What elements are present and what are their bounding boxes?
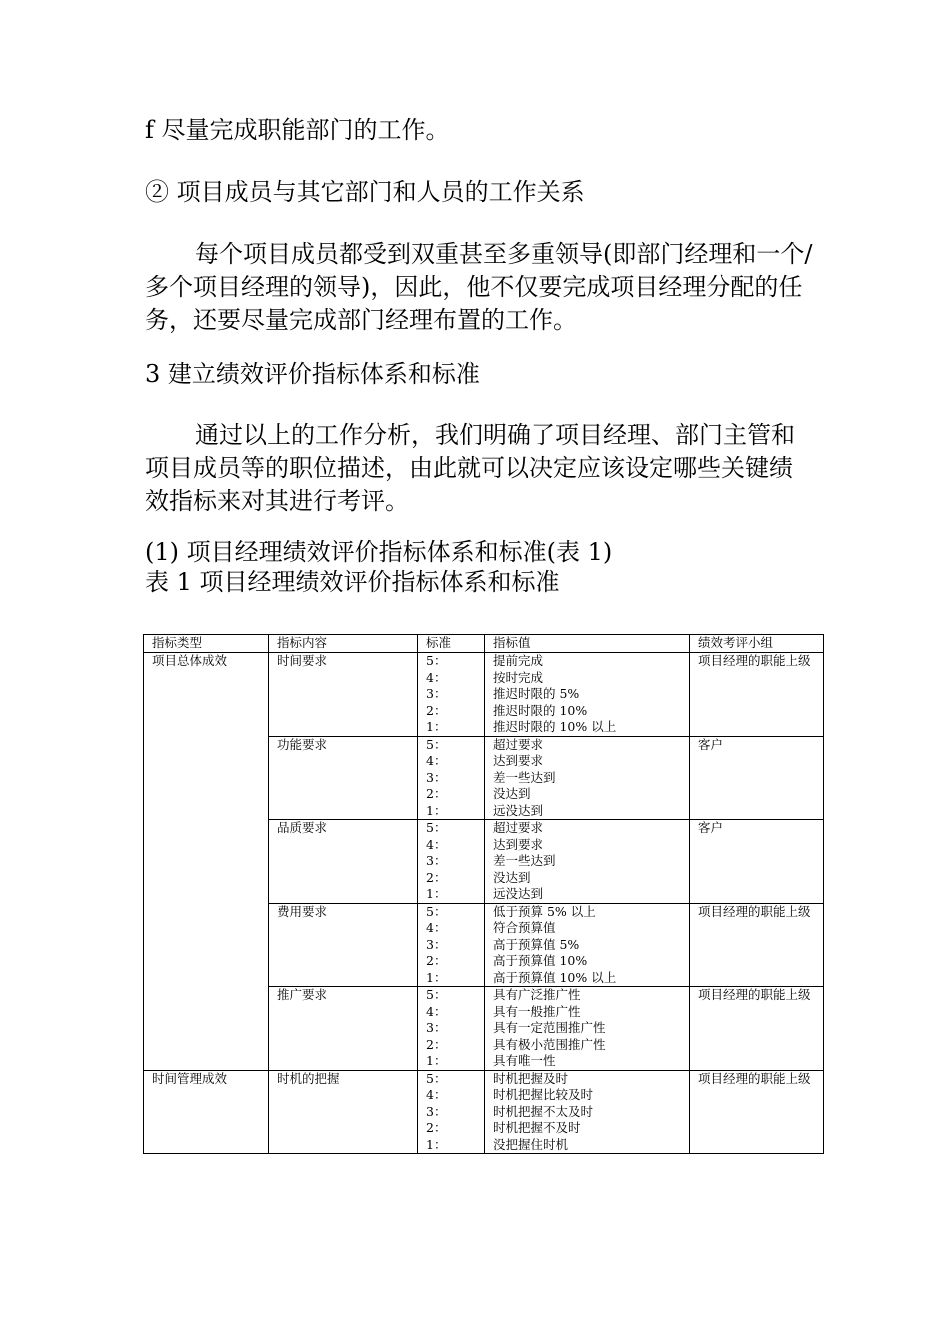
indicator-value: 时机把握不太及时 bbox=[493, 1103, 594, 1119]
cell-standards bbox=[418, 820, 485, 904]
standard-score: 1： bbox=[426, 1136, 447, 1152]
cell-evaluation-group: 项目经理的职能上级 bbox=[690, 653, 824, 737]
indicator-value: 差一些达到 bbox=[493, 769, 556, 785]
standard-score: 4： bbox=[426, 836, 447, 852]
indicator-value: 时机把握比较及时 bbox=[493, 1087, 594, 1102]
indicator-value: 远没达到 bbox=[493, 802, 544, 818]
standard-score: 2： bbox=[426, 702, 447, 718]
cell-evaluation-group: 客户 bbox=[690, 736, 824, 820]
indicator-value: 推迟时限的 5% bbox=[493, 686, 580, 701]
indicator-value: 高于预算值 10% 以上 bbox=[493, 969, 617, 985]
indicator-value: 没达到 bbox=[493, 786, 531, 801]
paragraph-2: 每个项目成员都受到双重甚至多重领导(即部门经理和一个/多个项目经理的领导)，因此，他不仅要完成项目经理分配的任务，还要尽量完成部门经理布置的工作。 bbox=[145, 240, 813, 334]
standard-score: 2： bbox=[426, 869, 447, 885]
cell-indicator-content: 推广要求 bbox=[269, 987, 418, 1071]
standard-score: 5： bbox=[426, 653, 447, 668]
kpi-table bbox=[143, 634, 824, 1154]
cell-evaluation-group: 项目经理的职能上级 bbox=[690, 987, 824, 1071]
cell-standards bbox=[418, 1070, 485, 1154]
standard-score: 1： bbox=[426, 1053, 447, 1068]
cell-indicator-content: 功能要求 bbox=[269, 736, 418, 820]
standard-score: 1： bbox=[426, 802, 447, 818]
header-value: 指标值 bbox=[485, 635, 690, 653]
standard-score: 4： bbox=[426, 920, 447, 935]
indicator-value: 时机把握及时 bbox=[493, 1070, 569, 1086]
indicator-value: 超过要求 bbox=[493, 736, 544, 752]
cell-values bbox=[485, 987, 690, 1071]
indicator-value: 达到要求 bbox=[493, 753, 544, 768]
cell-indicator-type: 时间管理成效 bbox=[144, 1070, 269, 1154]
cell-indicator-content: 时间要求 bbox=[269, 653, 418, 737]
header-group: 绩效考评小组 bbox=[690, 635, 824, 653]
cell-standards bbox=[418, 736, 485, 820]
section-heading-2: ② 项目成员与其它部门和人员的工作关系 bbox=[145, 178, 585, 206]
indicator-value: 符合预算值 bbox=[493, 920, 556, 935]
standard-score: 2： bbox=[426, 786, 447, 801]
indicator-value: 具有广泛推广性 bbox=[493, 987, 581, 1002]
standard-score: 2： bbox=[426, 953, 447, 968]
cell-evaluation-group: 客户 bbox=[690, 820, 824, 904]
section-heading-3: 3 建立绩效评价指标体系和标准 bbox=[145, 360, 480, 388]
header-standard: 标准 bbox=[418, 635, 485, 653]
standard-score: 3： bbox=[426, 686, 447, 701]
cell-evaluation-group: 项目经理的职能上级 bbox=[690, 903, 824, 987]
standard-score: 2： bbox=[426, 1120, 447, 1135]
standard-score: 5： bbox=[426, 1070, 447, 1086]
table-header-row bbox=[144, 635, 824, 653]
cell-indicator-content: 费用要求 bbox=[269, 903, 418, 987]
cell-values bbox=[485, 1070, 690, 1154]
standard-score: 5： bbox=[426, 736, 447, 752]
standard-score: 3： bbox=[426, 1103, 447, 1119]
indicator-value: 按时完成 bbox=[493, 669, 544, 685]
cell-values bbox=[485, 653, 690, 737]
cell-indicator-content: 时机的把握 bbox=[269, 1070, 418, 1154]
standard-score: 4： bbox=[426, 669, 447, 685]
standard-score: 5： bbox=[426, 987, 447, 1002]
standard-score: 2： bbox=[426, 1036, 447, 1052]
cell-values bbox=[485, 736, 690, 820]
indicator-value: 具有极小范围推广性 bbox=[493, 1036, 606, 1052]
cell-standards bbox=[418, 653, 485, 737]
indicator-value: 推迟时限的 10% bbox=[493, 702, 588, 718]
cell-standards bbox=[418, 903, 485, 987]
standard-score: 1： bbox=[426, 969, 447, 985]
standard-score: 3： bbox=[426, 853, 447, 868]
standard-score: 3： bbox=[426, 1020, 447, 1035]
indicator-value: 时机把握不及时 bbox=[493, 1120, 581, 1135]
cell-values bbox=[485, 903, 690, 987]
indicator-value: 远没达到 bbox=[493, 886, 544, 901]
indicator-value: 高于预算值 10% bbox=[493, 953, 588, 968]
indicator-value: 达到要求 bbox=[493, 836, 544, 852]
indicator-value: 高于预算值 5% bbox=[493, 936, 580, 952]
indicator-value: 没达到 bbox=[493, 869, 531, 885]
subsection-heading: (1) 项目经理绩效评价指标体系和标准(表 1) bbox=[145, 538, 613, 566]
standard-score: 3： bbox=[426, 769, 447, 785]
cell-standards bbox=[418, 987, 485, 1071]
paragraph-3: 通过以上的工作分析，我们明确了项目经理、部门主管和项目成员等的职位描述，由此就可以决定应该设定哪些关键绩效指标来对其进行考评。 bbox=[145, 421, 795, 515]
standard-score: 3： bbox=[426, 936, 447, 952]
indicator-value: 具有一定范围推广性 bbox=[493, 1020, 606, 1035]
standard-score: 5： bbox=[426, 820, 447, 835]
standard-score: 4： bbox=[426, 1003, 447, 1019]
standard-score: 5： bbox=[426, 903, 447, 919]
indicator-value: 超过要求 bbox=[493, 820, 544, 835]
indicator-value: 低于预算 5% 以上 bbox=[493, 903, 596, 919]
cell-indicator-type: 项目总体成效 bbox=[144, 653, 269, 1071]
indicator-value: 具有一般推广性 bbox=[493, 1003, 581, 1019]
paragraph-1: f 尽量完成职能部门的工作。 bbox=[145, 116, 450, 144]
indicator-value: 差一些达到 bbox=[493, 853, 556, 868]
header-type: 指标类型 bbox=[144, 635, 269, 653]
indicator-value: 提前完成 bbox=[493, 653, 544, 668]
cell-indicator-content: 品质要求 bbox=[269, 820, 418, 904]
table-row bbox=[144, 653, 824, 737]
header-content: 指标内容 bbox=[269, 635, 418, 653]
table-row bbox=[144, 1070, 824, 1154]
cell-values bbox=[485, 820, 690, 904]
standard-score: 4： bbox=[426, 753, 447, 768]
indicator-value: 没把握住时机 bbox=[493, 1136, 569, 1152]
standard-score: 1： bbox=[426, 719, 447, 734]
table-caption: 表 1 项目经理绩效评价指标体系和标准 bbox=[145, 568, 560, 596]
indicator-value: 推迟时限的 10% 以上 bbox=[493, 719, 617, 734]
cell-evaluation-group: 项目经理的职能上级 bbox=[690, 1070, 824, 1154]
indicator-value: 具有唯一性 bbox=[493, 1053, 556, 1068]
standard-score: 1： bbox=[426, 886, 447, 901]
standard-score: 4： bbox=[426, 1087, 447, 1102]
